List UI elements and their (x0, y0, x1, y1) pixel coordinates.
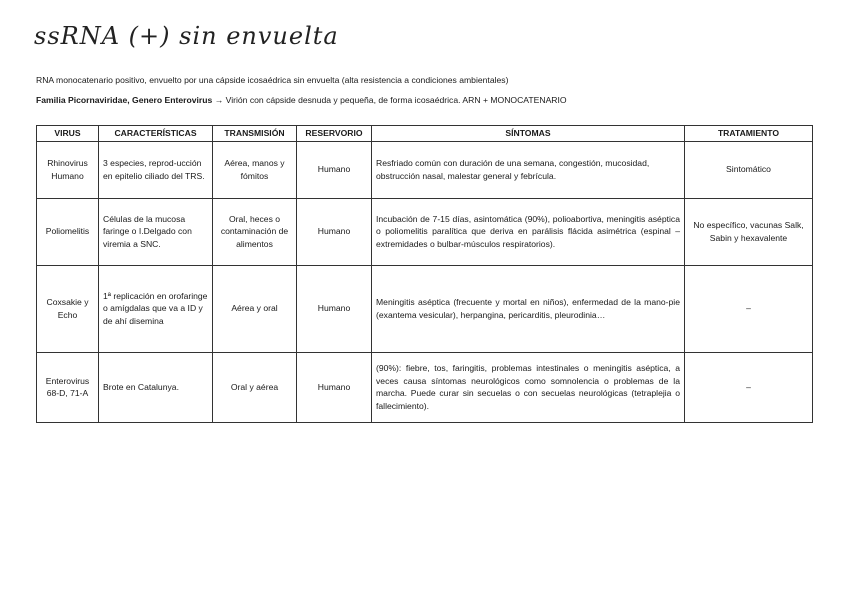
cell-virus: Rhinovirus Humano (37, 141, 99, 198)
cell-caracteristicas: Brote en Catalunya. (99, 352, 213, 422)
cell-tratamiento: – (685, 265, 813, 352)
cell-sintomas: Incubación de 7-15 días, asintomática (90%), polioabortiva, meningitis aséptica o poliomelitis paralítica que deriva en parálisis flácida asimétrica (espinal – extremidades o bulbar-músculos respiratorios). (372, 198, 685, 265)
cell-virus: Poliomelitis (37, 198, 99, 265)
intro-family-name: Familia Picornaviridae, Genero Enterovirus (36, 95, 213, 105)
cell-sintomas: (90%): fiebre, tos, faringitis, problemas intestinales o meningitis aséptica, a veces causa síntomas neurológicos como somnolencia o problemas de la marcha. Puede curar sin secuelas o con secuelas neurológicas (tetraplejia o fallecimiento). (372, 352, 685, 422)
cell-reservorio: Humano (297, 141, 372, 198)
cell-caracteristicas: 1ª replicación en orofaringe o amígdalas que va a ID y de ahí disemina (99, 265, 213, 352)
cell-sintomas: Meningitis aséptica (frecuente y mortal en niños), enfermedad de la mano-pie (exantema vesicular), herpangina, pericarditis, pleurodinia… (372, 265, 685, 352)
cell-tratamiento: Sintomático (685, 141, 813, 198)
cell-caracteristicas: Células de la mucosa faringe o I.Delgado con viremia a SNC. (99, 198, 213, 265)
header-caracteristicas: CARACTERÍSTICAS (99, 126, 213, 142)
header-transmision: TRANSMISIÓN (213, 126, 297, 142)
table-header-row (37, 126, 813, 142)
intro-description: RNA monocatenario positivo, envuelto por una cápside icosaédrica sin envuelta (alta resistencia a condiciones ambientales) (36, 75, 509, 85)
intro-family-detail: → Virión con cápside desnuda y pequeña, de forma icosaédrica. ARN + MONOCATENARIO (212, 95, 567, 105)
cell-transmision: Oral, heces o contaminación de alimentos (213, 198, 297, 265)
cell-reservorio: Humano (297, 198, 372, 265)
cell-tratamiento: – (685, 352, 813, 422)
cell-sintomas: Resfriado común con duración de una semana, congestión, mucosidad, obstrucción nasal, malestar general y febrícula. (372, 141, 685, 198)
cell-tratamiento: No específico, vacunas Salk, Sabin y hexavalente (685, 198, 813, 265)
cell-transmision: Oral y aérea (213, 352, 297, 422)
header-sintomas: SÍNTOMAS (372, 126, 685, 142)
header-virus: VIRUS (37, 126, 99, 142)
page-title: ssRNA (+) sin envuelta (34, 22, 339, 50)
header-tratamiento: TRATAMIENTO (685, 126, 813, 142)
table-row (37, 198, 813, 265)
virus-table (36, 125, 813, 423)
cell-reservorio: Humano (297, 265, 372, 352)
cell-virus: Enterovirus 68-D, 71-A (37, 352, 99, 422)
header-reservorio: RESERVORIO (297, 126, 372, 142)
table-row (37, 352, 813, 422)
table-row (37, 265, 813, 352)
cell-virus: Coxsakie y Echo (37, 265, 99, 352)
cell-transmision: Aérea, manos y fómitos (213, 141, 297, 198)
cell-reservorio: Humano (297, 352, 372, 422)
cell-transmision: Aérea y oral (213, 265, 297, 352)
intro-family (36, 95, 816, 105)
table-row (37, 141, 813, 198)
cell-caracteristicas: 3 especies, reprod-ucción en epitelio ciliado del TRS. (99, 141, 213, 198)
